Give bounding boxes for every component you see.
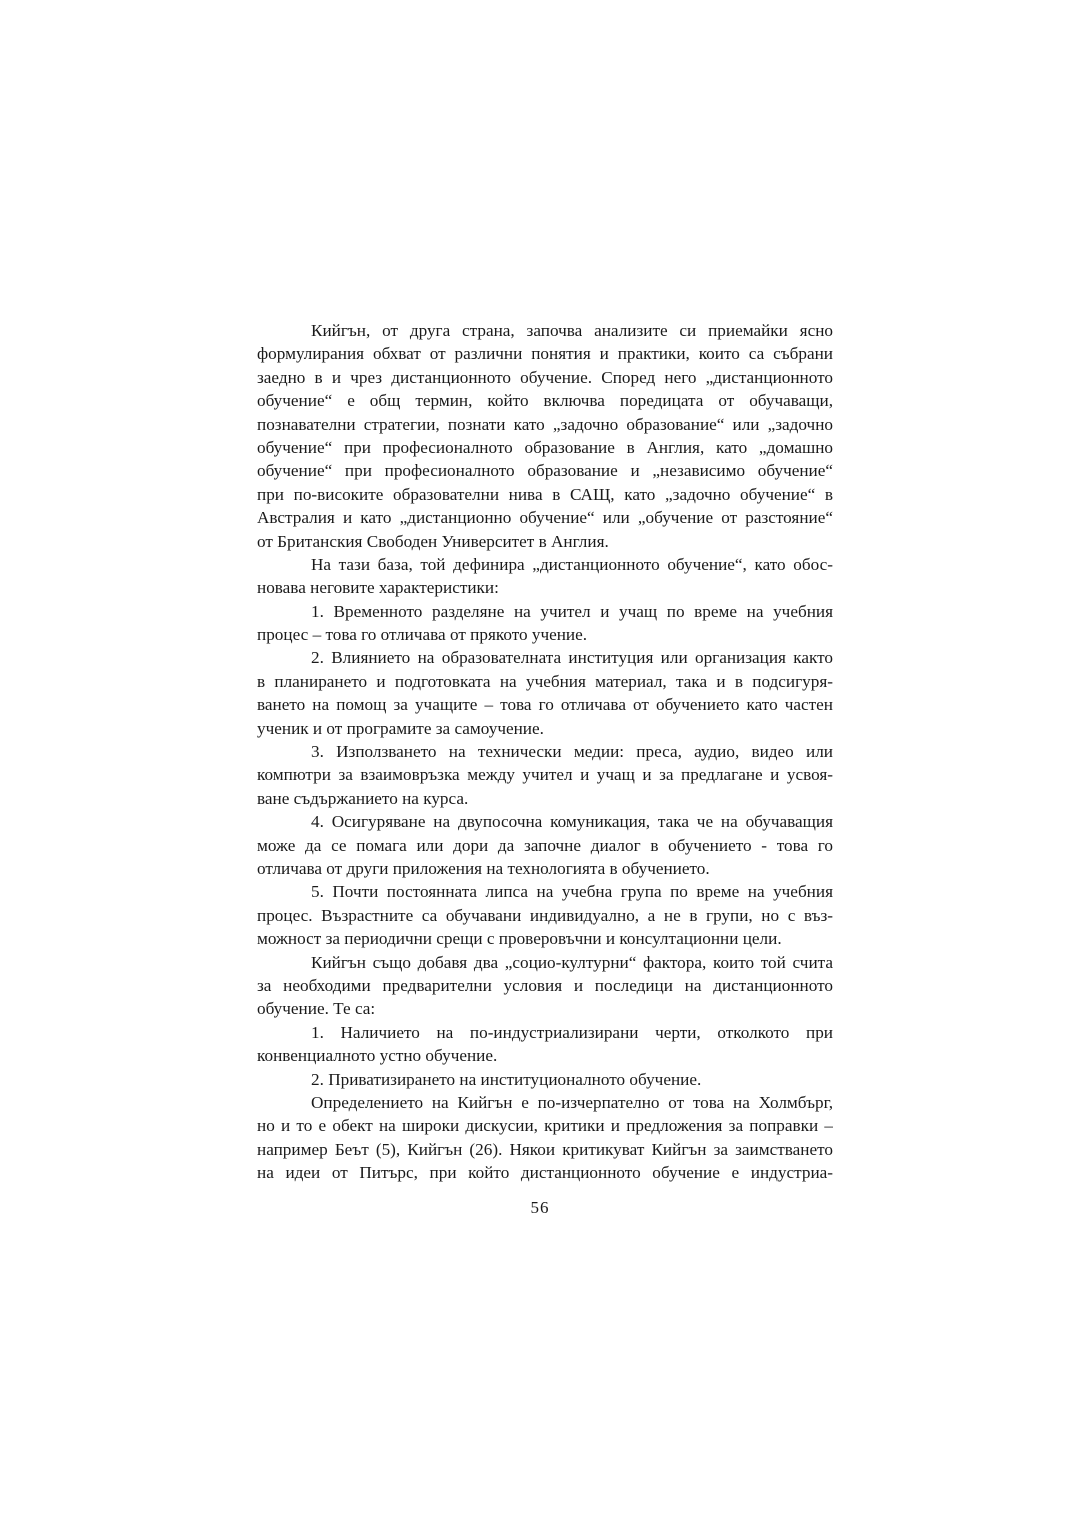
text-line: заедно в и чрез дистанционното обучение. Според него „дистанционното bbox=[257, 367, 833, 387]
text-line: на идеи от Питърс, при който дистанционното обучение е индустриа- bbox=[257, 1163, 833, 1183]
text-line: например Беът (5), Кийгън (26). Някои критикуват Кийгън за заимстването bbox=[257, 1139, 833, 1159]
text-line: в планирането и подготовката на учебния материал, така и в подсигуря- bbox=[257, 671, 833, 691]
body-text bbox=[257, 319, 833, 1184]
text-line: На тази база, той дефинира „дистанционното обучение“, като обос- bbox=[311, 554, 833, 574]
text-line: процес – това го отличава от прякото учение. bbox=[257, 625, 588, 645]
text-line: формулирания обхват от различни понятия и практики, които са събрани bbox=[257, 344, 833, 364]
text-line: 5. Почти постоянната липса на учебна група по време на учебния bbox=[311, 882, 833, 902]
text-line: 2. Влиянието на образователната институция или организация както bbox=[311, 648, 833, 668]
text-line: обучение“ при професионалното образование в Англия, като „домашно bbox=[257, 437, 833, 457]
text-line: отличава от други приложения на технологията в обучението. bbox=[257, 858, 710, 878]
text-line: ване съдържанието на курса. bbox=[257, 788, 469, 808]
text-line: 1. Наличието на по-индустриализирани черти, отколкото при bbox=[311, 1022, 833, 1042]
text-line: Кийгън също добавя два „социо-културни“ фактора, които той счита bbox=[311, 952, 833, 972]
text-line: ването на помощ за учащите – това го отличава от обучението като частен bbox=[257, 695, 833, 715]
text-line: но и то е обект на широки дискусии, критики и предложения за поправки – bbox=[257, 1116, 833, 1136]
text-line: може да се помага или дори да започне диалог в обучението - това го bbox=[257, 835, 833, 855]
text-line: новава неговите характеристики: bbox=[257, 578, 499, 598]
text-line: компютри за взаимовръзка между учител и учащ и за предлагане и усвоя- bbox=[257, 765, 833, 785]
text-line: 3. Използването на технически медии: преса, аудио, видео или bbox=[311, 742, 833, 762]
text-line: конвенциалното устно обучение. bbox=[257, 1046, 498, 1066]
text-line: Австралия и като „дистанционно обучение“ или „обучение от разстояние“ bbox=[257, 508, 833, 528]
text-line: 4. Осигуряване на двупосочна комуникация, така че на обучаващия bbox=[311, 812, 833, 832]
text-line: можност за периодични срещи с проверовъчни и консултационни цели. bbox=[257, 929, 782, 949]
text-line: обучение“ при професионалното образование и „независимо обучение“ bbox=[257, 461, 833, 481]
text-line: познавателни стратегии, познати като „задочно образование“ или „задочно bbox=[257, 414, 833, 434]
text-line: процес. Възрастните са обучавани индивидуално, а не в групи, но с въз- bbox=[257, 905, 833, 925]
text-line: ученик и от програмите за самоучение. bbox=[257, 718, 544, 738]
page-number: 56 bbox=[530, 1198, 550, 1217]
text-line: 1. Временното разделяне на учител и учащ по време на учебния bbox=[311, 601, 833, 621]
text-line: от Британския Свободен Университет в Англия. bbox=[257, 531, 609, 551]
text-line: при по-високите образователни нива в САЩ, като „задочно обучение“ в bbox=[257, 484, 833, 504]
text-line: Кийгън, от друга страна, започва анализите си приемайки ясно bbox=[311, 321, 833, 340]
text-line: обучение. Те са: bbox=[257, 999, 376, 1019]
text-line: за необходими предварителни условия и последици на дистанционното bbox=[257, 975, 833, 995]
text-line: обучение“ е общ термин, който включва поредицата от обучаващи, bbox=[257, 391, 833, 411]
text-line: Определението на Кийгън е по-изчерпателно от това на Холмбърг, bbox=[311, 1092, 833, 1112]
text-line: 2. Приватизирането на институционалното обучение. bbox=[311, 1069, 702, 1089]
